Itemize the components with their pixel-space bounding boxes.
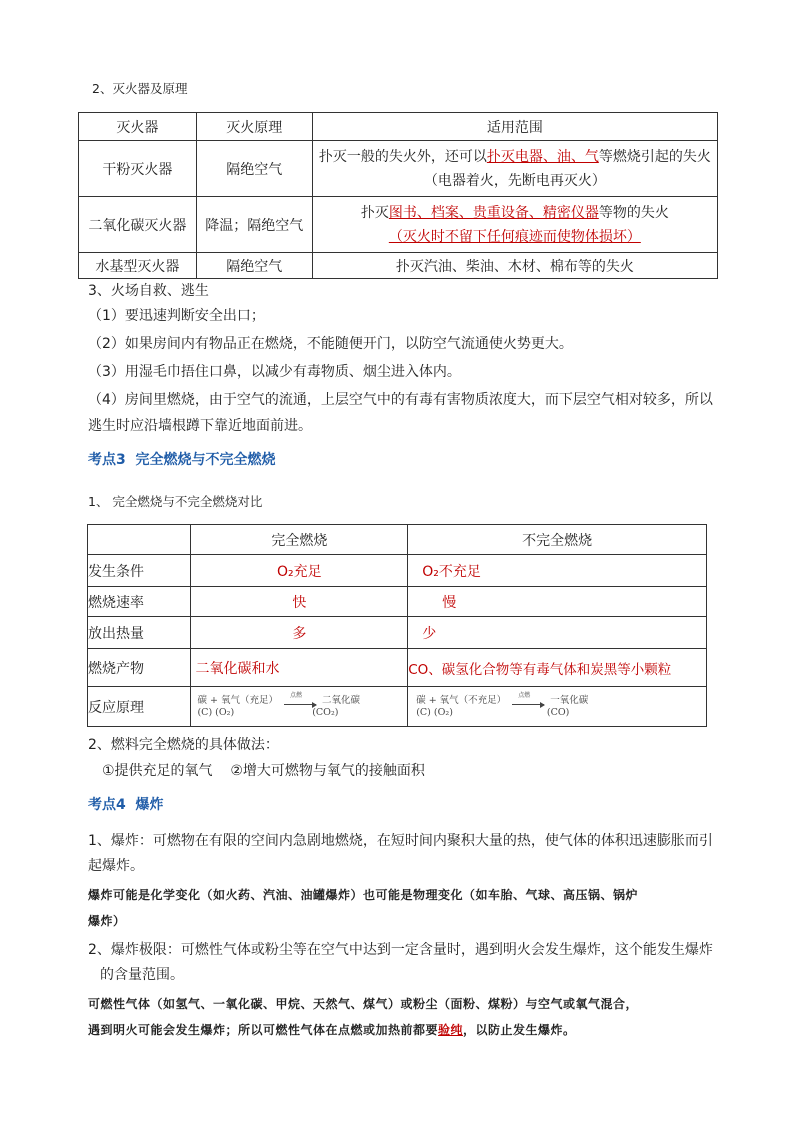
section-title-escape: 3、火场自救、逃生: [88, 283, 209, 299]
cell-incomplete: O₂不充足: [408, 555, 707, 587]
compare-title: 1、 完全燃烧与不完全燃烧对比: [88, 494, 263, 509]
row-label: 放出热量: [88, 617, 191, 649]
cell-incomplete: 少: [408, 617, 707, 649]
extinguisher-scope: 扑灭一般的失火外，还可以扑灭电器、油、气等燃烧引起的失火 （电器着火，先断电再灭火）: [312, 141, 717, 197]
cell-complete: 快: [191, 587, 408, 617]
cell-incomplete: CO、碳氢化合物等有毒气体和炭黑等小颗粒: [408, 649, 707, 687]
topic-heading: 考点4 爆炸: [88, 797, 164, 813]
extinguisher-principle: 降温；隔绝空气: [196, 197, 312, 253]
note-text: 爆炸可能是化学变化（如火药、汽油、油罐爆炸）也可能是物理变化（如车胎、气球、高压锅、锅炉: [88, 888, 639, 902]
list-item: （4）房间里燃烧，由于空气的流通，上层空气中的有毒有害物质浓度大，而下层空气相对较多，所以: [88, 392, 713, 408]
table-row: [79, 197, 718, 253]
table-row: [79, 141, 718, 197]
paragraph: 起爆炸。: [88, 858, 144, 874]
cell-complete: 多: [191, 617, 408, 649]
table-row: [88, 649, 707, 687]
note-text: 可燃性气体（如氢气、一氧化碳、甲烷、天然气、煤气）或粉尘（面粉、煤粉）与空气或氧气混合，: [88, 997, 639, 1011]
paragraph: 2、爆炸极限：可燃性气体或粉尘等在空气中达到一定含量时，遇到明火会发生爆炸，这个能发生爆炸: [88, 942, 713, 958]
extinguisher-table: [78, 112, 718, 279]
row-label: 反应原理: [88, 687, 191, 727]
table-row: [88, 617, 707, 649]
topic-heading: 考点3 完全燃烧与不完全燃烧: [88, 452, 276, 468]
paragraph: 的含量范围。: [100, 967, 184, 983]
highlight-text: （灭火时不留下任何痕迹而使物体损坏）: [388, 228, 641, 245]
section-title-extinguishers: 2、灭火器及原理: [92, 81, 188, 96]
extinguisher-name: 水基型灭火器: [79, 253, 197, 279]
extinguisher-scope: 扑灭图书、档案、贵重设备、精密仪器等物的失火 （灭火时不留下任何痕迹而使物体损坏）: [312, 197, 717, 253]
cell-complete: 二氧化碳和水: [191, 649, 408, 687]
table-header: 不完全燃烧: [408, 525, 707, 555]
highlight-text: 扑灭电器、油、气: [486, 148, 599, 165]
formula-incomplete: 碳 + 氧气（不充足） 点燃 一氧化碳 (C) (O₂) (CO): [408, 687, 707, 727]
table-row: [88, 687, 707, 727]
highlight-text: 图书、档案、贵重设备、精密仪器: [388, 204, 599, 221]
list-item: （1）要迅速判断安全出口；: [88, 308, 265, 324]
list-item: （2）如果房间内有物品正在燃烧，不能随便开门，以防空气流通使火势更大。: [88, 336, 573, 352]
row-label: 燃烧产物: [88, 649, 191, 687]
list-item: 逃生时应沿墙根蹲下靠近地面前进。: [88, 418, 312, 434]
cell-complete: O₂充足: [191, 555, 408, 587]
row-label: 燃烧速率: [88, 587, 191, 617]
list-item: （3）用湿毛巾捂住口鼻，以减少有毒物质、烟尘进入体内。: [88, 364, 461, 380]
table-header: 适用范围: [312, 113, 717, 141]
table-header: 灭火器: [79, 113, 197, 141]
extinguisher-scope: 扑灭汽油、柴油、木材、棉布等的失火: [312, 253, 717, 279]
extinguisher-name: 二氧化碳灭火器: [79, 197, 197, 253]
table-header: 完全燃烧: [191, 525, 408, 555]
table-row: [88, 555, 707, 587]
extinguisher-principle: 隔绝空气: [196, 141, 312, 197]
formula-complete: 碳 + 氧气（充足） 点燃 二氧化碳 (C) (O₂) (CO₂): [191, 687, 408, 727]
table-row: [79, 253, 718, 279]
method-item: ①提供充足的氧气 ②增大可燃物与氧气的接触面积: [102, 763, 425, 779]
table-header: [88, 525, 191, 555]
cell-incomplete: 慢: [408, 587, 707, 617]
table-header: 灭火原理: [196, 113, 312, 141]
extinguisher-principle: 隔绝空气: [196, 253, 312, 279]
paragraph: 1、爆炸：可燃物在有限的空间内急剧地燃烧，在短时间内聚积大量的热，使气体的体积迅速膨胀而引: [88, 833, 713, 849]
methods-title: 2、燃料完全燃烧的具体做法：: [88, 737, 279, 753]
extinguisher-name: 干粉灭火器: [79, 141, 197, 197]
row-label: 发生条件: [88, 555, 191, 587]
combustion-compare-table: [87, 524, 707, 727]
table-row: [88, 587, 707, 617]
note-text: 爆炸）: [88, 914, 126, 928]
note-text: 遇到明火可能会发生爆炸；所以可燃性气体在点燃或加热前都要验纯，以防止发生爆炸。: [88, 1023, 576, 1037]
